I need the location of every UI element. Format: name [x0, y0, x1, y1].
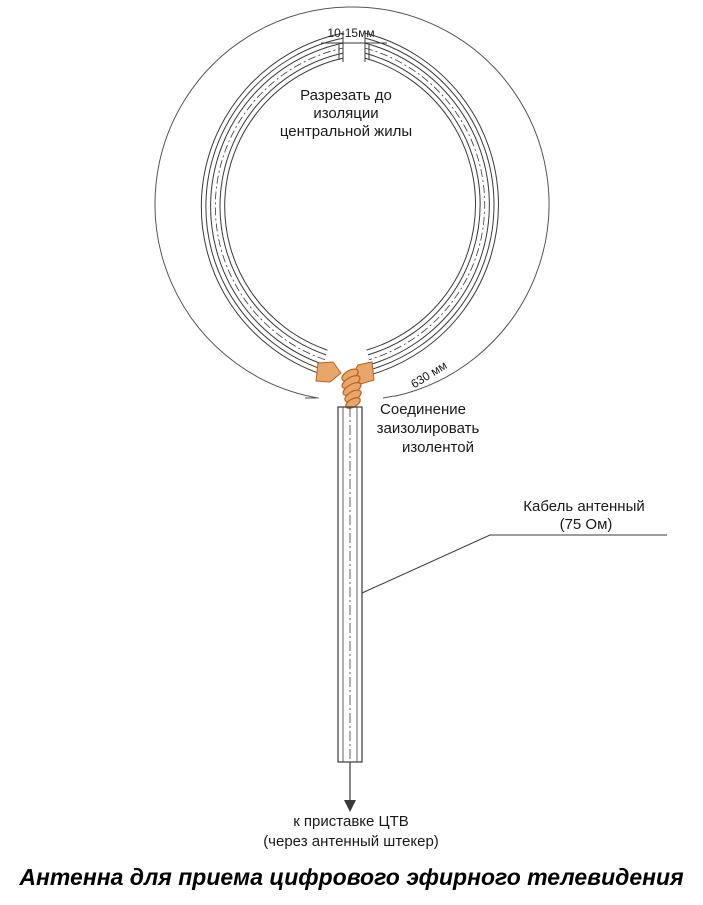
cut-note-line-3: центральной жилы: [279, 123, 413, 140]
cut-note-line-1: Разрезать до: [300, 87, 392, 104]
gap-dimension-label: 10-15мм: [327, 26, 375, 40]
antenna-cable: [338, 407, 362, 762]
diagram-title: Антенна для приема цифрового эфирного телевидения: [19, 864, 684, 890]
length-dimension-arc: [155, 7, 549, 398]
output-note-line-1: к приставке ЦТВ: [293, 813, 409, 830]
joint-note-line-3: изолентой: [402, 439, 474, 456]
cable-label-line-1: Кабель антенный: [523, 498, 645, 515]
loop-right-half: [365, 33, 498, 374]
joint-note-line-2: заизолировать: [376, 420, 480, 437]
cable-label-line-2: (75 Ом): [559, 516, 613, 533]
cable-leader-line: [362, 535, 667, 593]
cut-note-line-2: изоляции: [313, 105, 379, 122]
loop-left-half: [201, 33, 343, 374]
length-dimension-label: 630 мм: [408, 358, 450, 392]
output-note-line-2: (через антенный штекер): [263, 833, 439, 850]
joint-note-line-1: Соединение: [380, 401, 466, 418]
